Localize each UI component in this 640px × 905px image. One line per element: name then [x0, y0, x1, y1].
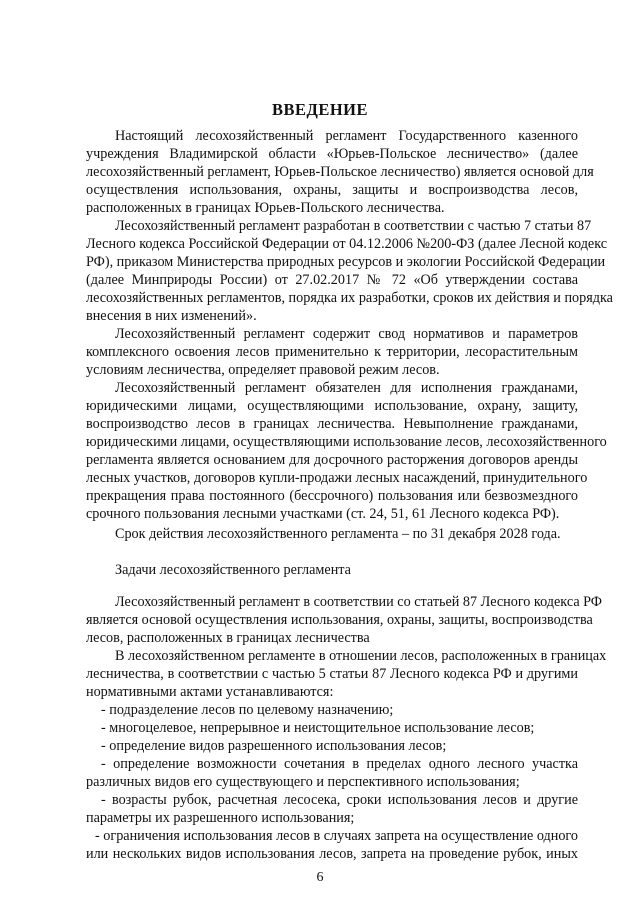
text-line: В лесохозяйственном регламенте в отношении лесов, расположенных в границах	[115, 648, 607, 664]
text-line: регламента является основанием для досрочного расторжения договоров аренды	[86, 452, 578, 468]
page-number: 6	[316, 870, 324, 885]
text-line: осуществления использования, охраны, защиты и воспроизводства лесов,	[86, 182, 578, 198]
text-line: учреждения Владимирской области «Юрьев-Польское лесничество» (далее	[86, 146, 578, 162]
text-line: Настоящий лесохозяйственный регламент Государственного казенного	[115, 128, 578, 144]
list-item: - определение возможности сочетания в пределах одного лесного участка	[101, 756, 578, 772]
text-line: лесов, расположенных в границах лесничества	[86, 630, 370, 646]
list-item: - определение видов разрешенного использования лесов;	[101, 738, 447, 754]
text-line: лесных участков, договоров купли-продажи лесных насаждений, принудительного	[86, 470, 588, 486]
section-title: ВВЕДЕНИЕ	[271, 100, 369, 119]
list-item: - подразделение лесов по целевому назначению;	[101, 702, 394, 718]
text-line: воспроизводство лесов в границах лесничества. Невыполнение гражданами,	[86, 416, 578, 432]
text-line: юридическими лицами, осуществляющими использование, охрану, защиту,	[86, 398, 578, 414]
text-line: условиям лесничества, определяет правовой режим лесов.	[86, 362, 440, 378]
text-line: лесничества, в соответствии с частью 5 статьи 87 Лесного кодекса РФ и другими	[86, 666, 578, 682]
text-line: Лесохозяйственный регламент обязателен для исполнения гражданами,	[115, 380, 578, 396]
text-line: лесохозяйственных регламентов, порядка их разработки, сроков их действия и порядка	[86, 290, 613, 306]
text-line: юридическими лицами, осуществляющими использование лесов, лесохозяйственного	[86, 434, 607, 450]
text-line: является основой осуществления использования, охраны, защиты, воспроизводства	[86, 612, 593, 628]
text-line: Лесохозяйственный регламент разработан в соответствии с частью 7 статьи 87	[115, 218, 592, 234]
text-line: или нескольких видов использования лесов, запрета на проведение рубок, иных	[86, 846, 578, 862]
text-line: нормативными актами устанавливаются:	[86, 684, 334, 700]
list-item: - многоцелевое, непрерывное и неистощительное использование лесов;	[101, 720, 535, 736]
text-line: (далее Минприроды России) от 27.02.2017 № 72 «Об утверждении состава	[86, 272, 578, 288]
text-line: срочного пользования лесными участками (ст. 24, 51, 61 Лесного кодекса РФ).	[86, 506, 560, 522]
text-line: расположенных в границах Юрьев-Польского лесничества.	[86, 200, 445, 216]
text-line: Лесохозяйственный регламент содержит свод нормативов и параметров	[115, 326, 578, 342]
text-line: Лесохозяйственный регламент в соответствии со статьей 87 Лесного кодекса РФ	[115, 594, 603, 610]
text-line: прекращения права постоянного (бессрочного) пользования или безвозмездного	[86, 488, 578, 504]
text-line: внесения в них изменений».	[86, 308, 257, 324]
text-line: комплексного освоения лесов применительно к территории, лесорастительным	[86, 344, 578, 360]
text-line: различных видов его существующего и перспективного использования;	[86, 774, 520, 790]
text-line: параметры их разрешенного использования;	[86, 810, 355, 826]
text-line: лесохозяйственный регламент, Юрьев-Польское лесничество) является основой для	[86, 164, 594, 180]
text-line: Срок действия лесохозяйственного регламента – по 31 декабря 2028 года.	[115, 526, 561, 542]
subsection-title: Задачи лесохозяйственного регламента	[115, 562, 351, 578]
list-item: - ограничения использования лесов в случаях запрета на осуществление одного	[95, 828, 578, 844]
text-line: РФ), приказом Министерства природных ресурсов и экологии Российской Федерации	[86, 254, 606, 270]
list-item: - возрасты рубок, расчетная лесосека, сроки использования лесов и другие	[101, 792, 578, 808]
text-line: Лесного кодекса Российской Федерации от 04.12.2006 №200-ФЗ (далее Лесной кодекс	[86, 236, 608, 252]
